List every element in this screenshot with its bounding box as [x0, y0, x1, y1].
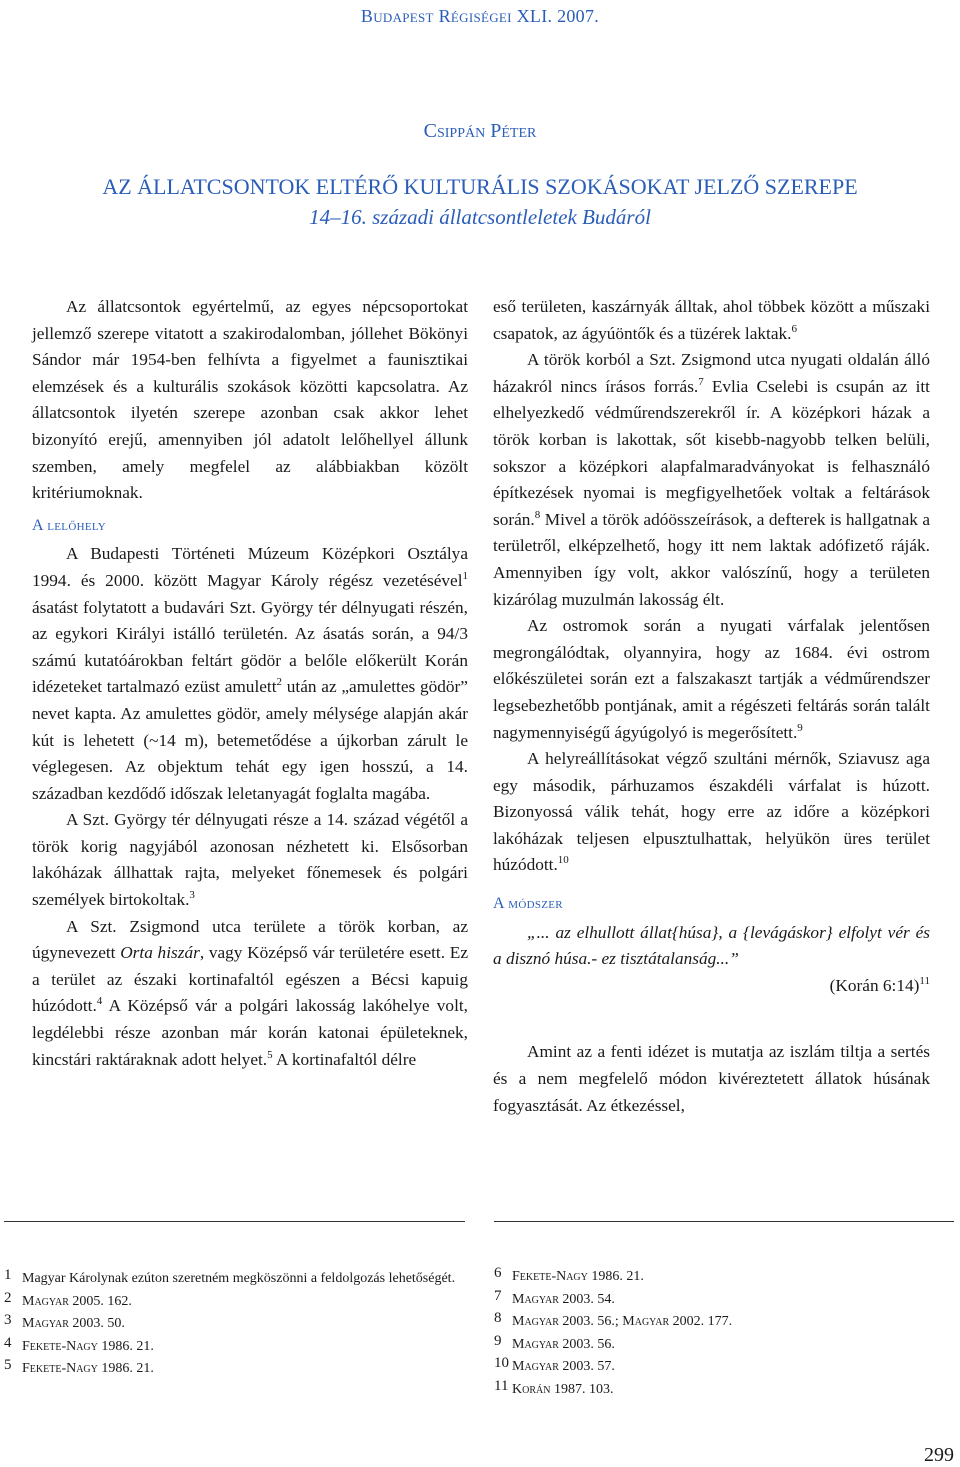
footnote-number: 7: [494, 1287, 502, 1304]
paragraph: [32, 807, 468, 913]
footnote: [494, 1379, 934, 1402]
footnote-text: Fekete-Nagy 1986. 21.: [22, 1338, 154, 1354]
footnote: [4, 1336, 464, 1359]
footnote: [494, 1289, 934, 1312]
footnote: [4, 1291, 464, 1314]
footnote-text: Magyar 2003. 56.; Magyar 2002. 177.: [512, 1314, 733, 1329]
footnote: [494, 1266, 934, 1289]
footnote-number: 5: [4, 1357, 12, 1373]
paragraph: Az állatcsontok egyértelmű, az egyes népcsoportokat jellemző szerepe vitatott a szakirodalomban, jóllehet Bökönyi Sándor már 1954-ben felhívta a figyelmet a faunisztikai elemzések és a kulturális szokások közötti kapcsolatra. Az állatcsontok ilyetén szerepe azonban csak akkor lehet bizonyító erejű, amennyiben jól adatolt lelőhellyel állunk szemben, amely megfelel az alábbiakban közölt kritériumoknak.: [32, 297, 468, 503]
footnote: [4, 1358, 464, 1381]
text-run: A kortinafaltól délre: [272, 1049, 417, 1069]
text-run: A helyreállításokat végző szultáni mérnők, Sziavusz aga egy második, párhuzamos északdéli várfalat is húzott. Bizonyossá válik tehát, hogy erre az időre a középkori lakóházak teljesen elpusztulhattak, helyükön üres terület húzódott.: [493, 749, 930, 875]
footnote-ref[interactable]: 4: [96, 995, 103, 1008]
text-run: A Szt. György tér délnyugati része a 14. század végétől a török korig nagyjából azonosan nézhetett ki. Elsősorban lakóházak állhattak rajta, melyeket főnemesek és polgári személyek birtokoltak.: [32, 810, 468, 910]
text-run: , vagy Középső vár területére esett. Ez a terület az északi kortinafaltól egészen a Bécsi kapuig húzódott.: [32, 943, 468, 1016]
footnote-number: 8: [494, 1310, 502, 1326]
section-heading-lelohely: A lelőhely: [32, 516, 106, 534]
text-run: Evlia Cselebi is csupán az itt elhelyezkedő védműrendszerekről ír. A középkori házak a török korban is lakottak, sőt kisebb-nagyobb telken belüli, sokszor a középkori alapfalmaradványokat is felhasználó építkezések nyomai is megfigyelhetőek voltak a feltárások során.: [493, 376, 930, 529]
footnote-ref[interactable]: 2: [276, 676, 283, 689]
footnote-number: 3: [4, 1312, 12, 1328]
footnote-text: Magyar 2003. 57.: [512, 1359, 615, 1374]
italic-term: Orta hiszár: [120, 943, 200, 963]
footnote-ref[interactable]: 7: [698, 376, 704, 389]
footnote-text: Korán 1987. 103.: [512, 1381, 614, 1397]
right-column: [493, 294, 930, 1119]
paragraph: [493, 347, 930, 613]
footnote-text: Fekete-Nagy 1986. 21.: [22, 1361, 154, 1376]
text-run: ásatást folytatott a budavári Szt. György tér délnyugati részén, az egykori Királyi istálló területén. Az ásatás során, a 94/3 számú kutatóárokban feltárt gödör a belőle előkerült Korán idézeteket tartalmazó ezüst amulett: [32, 597, 468, 697]
text-run: Mivel a török adóösszeírások, a defterek is hallgatnak a területről, elképzelhető, hogy itt nem laktak adófizető ráják. Amennyiben így volt, akkor valószínű, hogy a területen kizárólag muzulmán lakosság élt.: [493, 509, 930, 609]
footnote-text: Magyar 2005. 162.: [22, 1293, 132, 1309]
spacer: [493, 999, 930, 1039]
footnote-ref[interactable]: 5: [267, 1048, 273, 1061]
text-run: A Budapesti Történeti Múzeum Középkori Osztálya 1994. és 2000. között Magyar Károly régész vezetésével: [32, 544, 468, 590]
footnotes-right: [494, 1266, 934, 1401]
quran-quote: „... az elhullott állat{húsa}, a {levágáskor} elfolyt vér és a disznó húsa.- ez tisztátalanság...”: [493, 922, 930, 969]
footnote-text: Magyar 2003. 50.: [22, 1316, 125, 1331]
footnote-number: 1: [4, 1267, 12, 1283]
left-column: [32, 294, 468, 1073]
footnote-ref[interactable]: 3: [189, 889, 195, 902]
quote-reference: [493, 973, 930, 1000]
text-run: Az ostromok során a nyugati várfalak jelentősen megrongálódtak, olyannyira, hogy az 1684. évi ostrom előkészületei során ezt a falszakaszt tartják a védműrendszer legsebezhetőbb pontjának, amit a régészeti feltárás során talált nagymennyiségű ágyúgolyó is megerősített.: [493, 616, 930, 742]
footnote-ref[interactable]: 9: [797, 721, 803, 734]
footnote-number: 10: [494, 1355, 509, 1371]
footnote-ref[interactable]: 10: [557, 854, 569, 867]
text-run: A török korból a Szt. Zsigmond utca nyugati oldalán álló házakról nincs írásos forrás.: [493, 350, 930, 396]
page-number: 299: [924, 1444, 954, 1466]
text-run: (Korán 6:14): [829, 975, 920, 995]
footnote-text: Magyar 2003. 54.: [512, 1291, 615, 1307]
footnote-number: 9: [494, 1332, 502, 1349]
paragraph: Amint az a fenti idézet is mutatja az iszlám tiltja a sertés és a nem megfelelő módon kivéreztetett állatok húsának fogyasztását. Az étkezéssel,: [493, 1042, 930, 1115]
section-heading-modszer: A módszer: [493, 895, 563, 913]
paragraph: [493, 746, 930, 879]
footnote-number: 4: [4, 1334, 12, 1351]
footnote-ref[interactable]: 11: [919, 975, 930, 988]
footnote-ref[interactable]: 8: [534, 508, 541, 521]
paragraph: [32, 914, 468, 1074]
paragraph: [493, 613, 930, 746]
text-run: után az „amulettes gödör” nevet kapta. Az amulettes gödör, amely mélysége alapján akár kút is lehetett (~14 m), betemetődése a újkorban zárult le véglegesen. Az objektum tehát egy igen hosszú, a 14. században kezdődő időszak leletanyagát foglalta magába.: [32, 677, 468, 803]
author-name: Csippán Péter: [423, 120, 537, 142]
footnote-text: Magyar Károlynak ezúton szeretném megköszönni a feldolgozás lehetőségét.: [22, 1271, 456, 1286]
paragraph: [493, 294, 930, 347]
footnote-number: 6: [494, 1265, 502, 1281]
footnote: [494, 1334, 934, 1357]
text-run: A Szt. Zsigmond utca területe a török korban, az úgynevezett: [32, 916, 468, 963]
article-subtitle: 14–16. századi állatcsontleletek Budáról: [309, 205, 651, 229]
footnote: [4, 1313, 464, 1336]
footnote-text: Fekete-Nagy 1986. 21.: [512, 1269, 644, 1284]
footnote: [494, 1311, 934, 1334]
footnote: [4, 1268, 464, 1291]
footnote-ref[interactable]: 6: [791, 322, 797, 335]
footnote-rule-right: [494, 1221, 954, 1222]
footnote-number: 11: [494, 1377, 509, 1394]
footnote-ref[interactable]: 1: [462, 570, 468, 583]
paragraph: [32, 541, 468, 807]
text-run: eső területen, kaszárnyák álltak, ahol többek között a műszaki csapatok, az ágyúöntők és a tüzérek laktak.: [493, 297, 930, 343]
footnote-text: Magyar 2003. 56.: [512, 1336, 615, 1352]
footnote: [494, 1356, 934, 1379]
running-head: Budapest Régiségei XLI. 2007.: [360, 6, 600, 26]
text-run: A Középső vár a polgári lakosság lakóhelye volt, legdélebbi része azonban már korán katonai épületeknek, kincstári raktáraknak adott helyet.: [32, 996, 468, 1069]
footnote-number: 2: [4, 1289, 12, 1306]
footnotes-left: [4, 1268, 464, 1381]
footnote-rule-left: [4, 1221, 465, 1222]
article-title: AZ ÁLLATCSONTOK ELTÉRŐ KULTURÁLIS SZOKÁSOKAT JELZŐ SZEREPE: [102, 174, 858, 199]
